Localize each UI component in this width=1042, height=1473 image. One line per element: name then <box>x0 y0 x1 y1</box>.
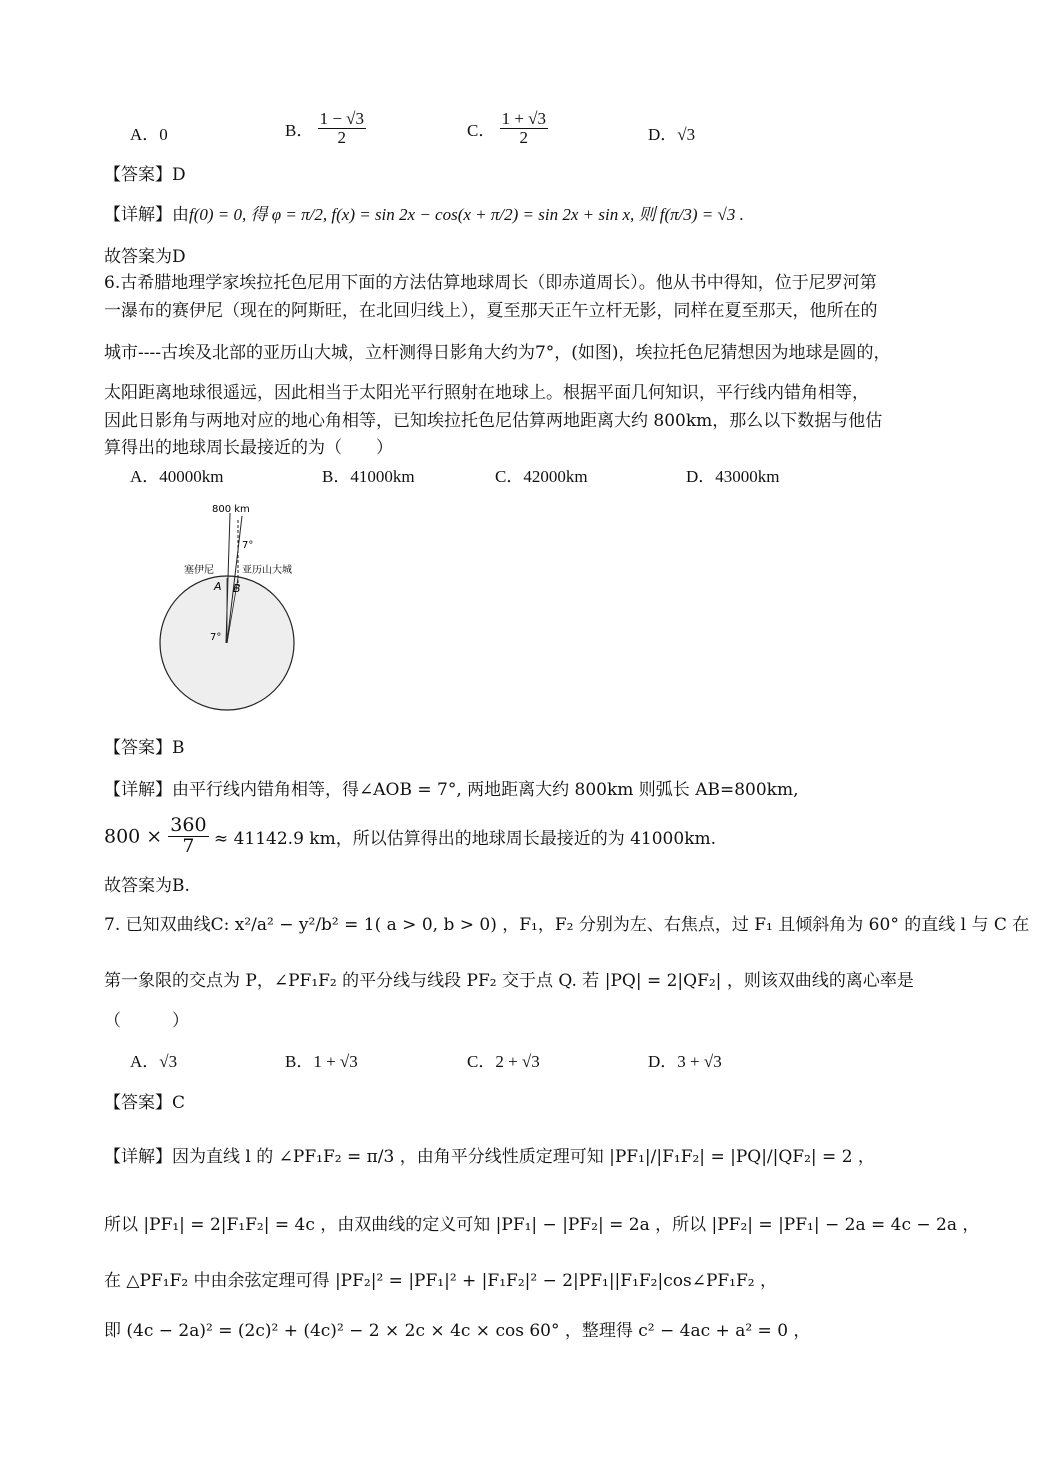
q6-option-a: A．40000km <box>130 467 224 486</box>
point-a-label: A <box>214 580 222 593</box>
q5-detail: 【详解】由f(0) = 0, 得 φ = π/2, f(x) = sin 2x − cos(x + π/2) = sin 2x + sin x, 则 f(π/3) = √3 . <box>104 205 744 225</box>
q5-detail-math: f(0) = 0, 得 φ = π/2, f(x) = sin 2x − cos(x + π/2) = sin 2x + sin x, 则 f(π/3) = √3 . <box>189 205 744 224</box>
q6-stem-line-5: 因此日影角与两地对应的地心角相等，已知埃拉托色尼估算两地距离大约 800km，那么以下数据与他估 <box>104 411 883 431</box>
q7-option-d: D．3 + √3 <box>648 1052 722 1071</box>
q7-stem-line-1: 7. 已知双曲线C: x²/a² − y²/b² = 1( a > 0, b > 0) ，F₁，F₂ 分别为左、右焦点，过 F₁ 且倾斜角为 60° 的直线 l 与 C 在 <box>104 915 1030 935</box>
q5-option-c-label: C． <box>467 120 496 140</box>
q5-option-c-fraction: $\frac{1 + √3}{2}$ <box>501 109 547 147</box>
q6-fraction: $\frac{360}{7}$ <box>170 814 207 857</box>
top-angle-label: 7° <box>242 540 254 551</box>
q5-option-d: D．√3 <box>648 125 696 144</box>
q7-option-b: B．1 + √3 <box>285 1052 358 1071</box>
q6-option-b: B．41000km <box>322 467 415 486</box>
q7-answer: 【答案】C <box>104 1093 186 1113</box>
q6-stem-line-3: 城市----古埃及北部的亚历山大城，立杆测得日影角大约为7°，(如图)，埃拉托色尼猜想因为地球是圆的， <box>104 343 891 363</box>
q7-option-c: C．2 + √3 <box>467 1052 540 1071</box>
q6-conclusion: 故答案为B. <box>104 876 190 896</box>
q6-stem-line-4: 太阳距离地球很遥远，因此相当于太阳光平行照射在地球上。根据平面几何知识，平行线内错角相等， <box>104 383 869 403</box>
q7-option-a: A．√3 <box>130 1052 178 1071</box>
q5-answer: 【答案】D <box>104 165 186 185</box>
q5-option-c <box>467 110 548 147</box>
distance-label: 800 km <box>212 504 250 515</box>
q6-answer: 【答案】B <box>104 738 185 758</box>
q6-stem-line-1: 6.古希腊地理学家埃拉托色尼用下面的方法估算地球周长（即赤道周长）。他从书中得知，位于尼罗河第 <box>104 273 877 293</box>
q5-option-b-fraction: $\frac{1 - √3}{2}$ <box>319 109 365 147</box>
q5-option-b <box>285 110 366 147</box>
q6-stem-line-6: 算得出的地球周长最接近的为（ ） <box>104 438 393 458</box>
q6-stem-line-2: 一瀑布的赛伊尼（现在的阿斯旺，在北回归线上），夏至那天正午立杆无影，同样在夏至那天，他所在的 <box>104 301 878 321</box>
q5-option-a: A．0 <box>130 125 168 144</box>
q5-option-b-label: B． <box>285 120 314 140</box>
city-right-label: 亚历山大城 <box>242 565 292 576</box>
q7-detail-line-4: 即 (4c − 2a)² = (2c)² + (4c)² − 2 × 2c × 4c × cos 60° ，整理得 c² − 4ac + a² = 0 ， <box>104 1321 811 1341</box>
q5-conclusion: 故答案为D <box>104 247 186 267</box>
q6-option-d: D．43000km <box>686 467 780 486</box>
q6-option-c: C．42000km <box>495 467 588 486</box>
q7-stem-line-3: （ ） <box>104 1011 189 1031</box>
point-b-label: B <box>233 582 241 595</box>
q7-detail-line-2: 所以 |PF₁| = 2|F₁F₂| = 4c ，由双曲线的定义可知 |PF₁| − |PF₂| = 2a ，所以 |PF₂| = |PF₁| − 2a = 4c − 2a ， <box>104 1215 980 1235</box>
q6-detail-line-2: 800 × $\frac{360}{7}$ ≈ 41142.9 km，所以估算得出的地球周长最接近的为 41000km. <box>104 814 717 857</box>
q7-detail-line-3: 在 △PF₁F₂ 中由余弦定理可得 |PF₂|² = |PF₁|² + |F₁F₂|² − 2|PF₁||F₁F₂|cos∠PF₁F₂ ， <box>104 1271 778 1291</box>
q6-earth-figure <box>150 498 310 718</box>
city-left-label: 塞伊尼 <box>184 565 214 576</box>
q7-stem-line-2: 第一象限的交点为 P，∠PF₁F₂ 的平分线与线段 PF₂ 交于点 Q. 若 |PQ| = 2|QF₂| ，则该双曲线的离心率是 <box>104 971 914 991</box>
q7-detail-line-1: 【详解】因为直线 l 的 ∠PF₁F₂ = π/3 ，由角平分线性质定理可知 |PF₁|/|F₁F₂| = |PQ|/|QF₂| = 2 ， <box>104 1147 875 1167</box>
center-angle-label: 7° <box>210 632 222 643</box>
q6-detail-line-1: 【详解】由平行线内错角相等，得∠AOB = 7°, 两地距离大约 800km 则弧长 AB=800km, <box>104 780 799 800</box>
